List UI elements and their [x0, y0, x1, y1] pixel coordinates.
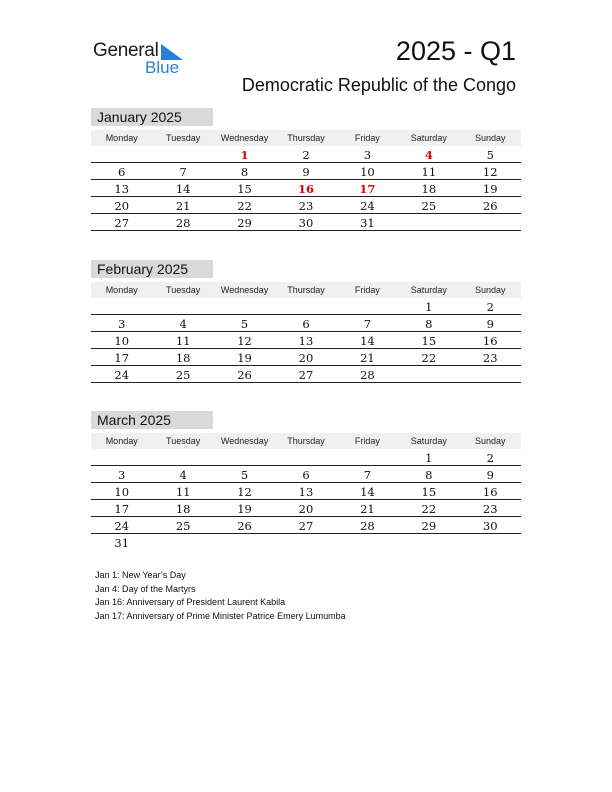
date-cell: 31	[360, 216, 375, 230]
weekday-label: Saturday	[410, 436, 447, 446]
month-january	[91, 108, 521, 231]
date-cell	[275, 298, 336, 314]
date-cell: 6	[302, 317, 310, 331]
date-cell: 25	[421, 199, 437, 213]
date-cell: 8	[425, 468, 433, 482]
date-cell: 17	[114, 502, 130, 516]
date-cell: 20	[298, 502, 314, 516]
date-cell: 1	[425, 300, 433, 314]
week-row	[91, 483, 521, 500]
weekday-label: Monday	[105, 285, 138, 295]
date-cell: 21	[360, 351, 375, 365]
month-title: March 2025	[91, 411, 213, 429]
date-cell: 23	[298, 199, 314, 213]
date-cell: 28	[360, 368, 375, 382]
holiday-note: Jan 1: New Year’s Day	[95, 570, 186, 580]
date-cell	[398, 214, 459, 230]
date-cell	[337, 298, 398, 314]
date-cell: 3	[118, 317, 126, 331]
week-row	[91, 298, 521, 315]
date-cell	[152, 298, 213, 314]
date-cell: 9	[486, 468, 494, 482]
date-cell: 25	[175, 519, 191, 533]
date-cell: 2	[302, 148, 310, 162]
date-cell: 7	[363, 317, 372, 331]
holiday-note: Jan 4: Day of the Martyrs	[95, 583, 196, 594]
week-row	[91, 366, 521, 383]
weekday-label: Friday	[354, 436, 380, 446]
weekday-header-row	[91, 130, 521, 146]
date-cell: 26	[237, 519, 252, 533]
date-cell: 20	[114, 199, 130, 213]
weekday-label: Monday	[105, 133, 138, 143]
page-title: 2025 - Q1	[395, 36, 516, 66]
weekday-label: Sunday	[474, 133, 506, 143]
date-cell: 18	[421, 182, 437, 196]
date-cell	[460, 366, 521, 382]
date-cell: 26	[482, 199, 498, 213]
weekday-label: Friday	[354, 285, 380, 295]
date-cell	[275, 449, 336, 465]
date-cell: 6	[118, 165, 126, 179]
date-cell: 5	[486, 148, 494, 162]
date-cell: 8	[425, 317, 433, 331]
holiday-date: 17	[359, 182, 376, 196]
page-subtitle: Democratic Republic of the Congo	[241, 75, 516, 95]
date-cell: 15	[237, 182, 252, 196]
date-cell: 28	[360, 519, 375, 533]
date-cell: 27	[114, 216, 130, 230]
date-cell: 25	[175, 368, 191, 382]
date-cell: 31	[114, 536, 130, 550]
date-cell: 17	[114, 351, 130, 365]
date-cell: 24	[114, 519, 130, 533]
logo-text-general: General	[93, 40, 159, 61]
holiday-notes	[95, 569, 346, 623]
week-row	[91, 163, 521, 180]
week-row	[91, 534, 521, 550]
date-cell: 21	[175, 199, 191, 213]
date-cell: 8	[240, 165, 249, 179]
holiday-note: Jan 16: Anniversary of President Laurent Kabila	[95, 597, 286, 607]
date-cell: 11	[175, 485, 191, 499]
date-cell	[91, 146, 152, 162]
weekday-label: Friday	[354, 133, 380, 143]
week-row	[91, 315, 521, 332]
weekday-header-row	[91, 282, 521, 298]
weekday-label: Saturday	[410, 285, 447, 295]
week-row	[91, 214, 521, 231]
weekday-header-row	[91, 433, 521, 449]
date-cell: 22	[421, 502, 437, 516]
month-title: January 2025	[91, 108, 213, 126]
date-cell: 14	[360, 334, 375, 348]
date-cell: 29	[237, 216, 252, 230]
date-cell: 4	[179, 317, 187, 331]
date-cell: 9	[302, 165, 310, 179]
date-cell	[460, 214, 521, 230]
date-cell: 15	[421, 334, 437, 348]
date-cell	[214, 534, 275, 550]
weekday-label: Tuesday	[166, 133, 201, 143]
date-cell: 2	[486, 451, 494, 465]
date-cell: 6	[302, 468, 310, 482]
date-cell	[337, 449, 398, 465]
date-cell	[214, 449, 275, 465]
date-cell: 19	[237, 502, 252, 516]
weekday-label: Wednesday	[220, 285, 269, 295]
week-row	[91, 332, 521, 349]
date-cell	[214, 298, 275, 314]
holiday-date: 1	[240, 148, 249, 162]
weekday-label: Sunday	[474, 285, 506, 295]
date-cell: 7	[363, 468, 372, 482]
holiday-date: 16	[297, 182, 314, 196]
date-cell: 18	[175, 502, 191, 516]
logo	[93, 40, 193, 80]
weekday-label: Wednesday	[220, 436, 269, 446]
date-cell: 10	[114, 334, 130, 348]
date-cell: 26	[237, 368, 252, 382]
month-february	[91, 260, 521, 383]
date-cell	[91, 449, 152, 465]
date-cell: 30	[298, 216, 314, 230]
date-cell: 29	[421, 519, 437, 533]
date-cell: 16	[482, 334, 498, 348]
month-title: February 2025	[91, 260, 213, 278]
date-cell: 11	[175, 334, 191, 348]
week-row	[91, 197, 521, 214]
date-cell	[398, 534, 459, 550]
date-cell: 18	[175, 351, 191, 365]
date-cell	[398, 366, 459, 382]
weekday-label: Wednesday	[220, 133, 269, 143]
date-cell: 3	[118, 468, 126, 482]
date-cell: 7	[179, 165, 187, 179]
date-cell: 14	[360, 485, 375, 499]
date-cell: 13	[298, 334, 314, 348]
date-cell: 2	[486, 300, 494, 314]
date-cell: 9	[486, 317, 494, 331]
weekday-label: Monday	[105, 436, 138, 446]
date-cell	[152, 534, 213, 550]
week-row	[91, 180, 521, 197]
week-row	[91, 500, 521, 517]
date-cell: 13	[298, 485, 314, 499]
date-cell: 15	[421, 485, 437, 499]
weekday-label: Thursday	[287, 133, 325, 143]
date-cell	[460, 534, 521, 550]
date-cell: 4	[179, 468, 187, 482]
month-march	[91, 411, 521, 550]
date-cell: 1	[425, 451, 433, 465]
date-cell: 30	[482, 519, 498, 533]
date-cell: 28	[175, 216, 191, 230]
date-cell: 5	[240, 317, 249, 331]
date-cell: 12	[482, 165, 498, 179]
date-cell: 19	[482, 182, 498, 196]
date-cell: 11	[421, 165, 437, 179]
date-cell: 16	[482, 485, 498, 499]
date-cell: 12	[237, 485, 252, 499]
weekday-label: Tuesday	[166, 285, 201, 295]
date-cell: 27	[298, 368, 314, 382]
date-cell	[337, 534, 398, 550]
date-cell: 10	[114, 485, 130, 499]
date-cell: 21	[360, 502, 375, 516]
week-row	[91, 466, 521, 483]
date-cell	[152, 146, 213, 162]
weekday-label: Thursday	[287, 436, 325, 446]
date-cell: 3	[363, 148, 372, 162]
date-cell: 14	[175, 182, 191, 196]
holiday-note: Jan 17: Anniversary of Prime Minister Patrice Emery Lumumba	[95, 610, 346, 621]
date-cell: 23	[482, 502, 498, 516]
date-cell: 22	[421, 351, 437, 365]
weekday-label: Thursday	[287, 285, 325, 295]
week-row	[91, 449, 521, 466]
date-cell	[152, 449, 213, 465]
date-cell: 10	[360, 165, 375, 179]
weekday-label: Tuesday	[166, 436, 201, 446]
date-cell: 27	[298, 519, 314, 533]
date-cell: 13	[114, 182, 130, 196]
date-cell: 23	[482, 351, 498, 365]
date-cell: 5	[240, 468, 249, 482]
date-cell	[275, 534, 336, 550]
holiday-date: 4	[424, 148, 433, 162]
date-cell: 22	[237, 199, 252, 213]
date-cell: 19	[237, 351, 252, 365]
weekday-label: Saturday	[410, 133, 447, 143]
week-row	[91, 349, 521, 366]
week-row	[91, 517, 521, 534]
date-cell	[91, 298, 152, 314]
weekday-label: Sunday	[474, 436, 506, 446]
date-cell: 12	[237, 334, 252, 348]
date-cell: 20	[298, 351, 314, 365]
logo-text-blue: Blue	[145, 58, 180, 77]
date-cell: 24	[360, 199, 375, 213]
week-row	[91, 146, 521, 163]
date-cell: 24	[114, 368, 130, 382]
